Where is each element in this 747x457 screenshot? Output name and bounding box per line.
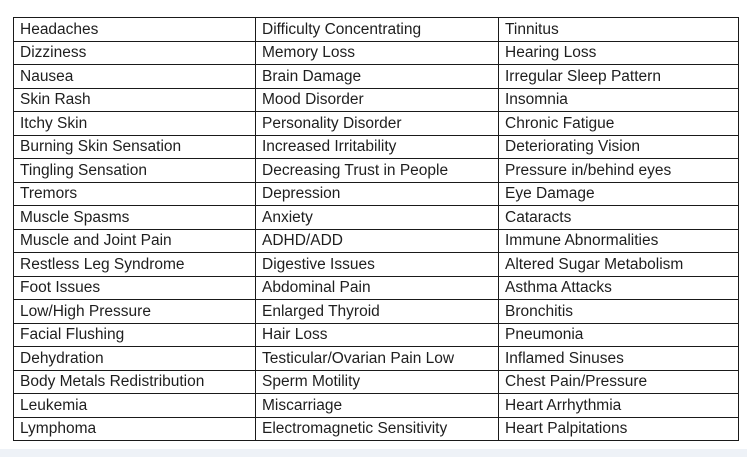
table-cell: Headaches — [14, 18, 256, 42]
table-cell: Altered Sugar Metabolism — [499, 253, 739, 277]
table-cell: Digestive Issues — [256, 253, 499, 277]
table-row — [14, 323, 739, 347]
table-row — [14, 65, 739, 89]
table-cell: Leukemia — [14, 394, 256, 418]
table-cell: Hair Loss — [256, 323, 499, 347]
table-cell: Miscarriage — [256, 394, 499, 418]
table-row — [14, 206, 739, 230]
table-cell: Decreasing Trust in People — [256, 159, 499, 183]
bottom-edge-band — [0, 449, 747, 457]
table-row — [14, 112, 739, 136]
symptoms-table-container — [13, 17, 739, 441]
table-cell: Hearing Loss — [499, 41, 739, 65]
table-cell: Sperm Motility — [256, 370, 499, 394]
table-cell: Lymphoma — [14, 417, 256, 441]
table-cell: Mood Disorder — [256, 88, 499, 112]
table-cell: Pneumonia — [499, 323, 739, 347]
table-cell: Electromagnetic Sensitivity — [256, 417, 499, 441]
table-row — [14, 41, 739, 65]
table-row — [14, 347, 739, 371]
table-cell: Low/High Pressure — [14, 300, 256, 324]
table-cell: Tremors — [14, 182, 256, 206]
table-cell: Enlarged Thyroid — [256, 300, 499, 324]
table-row — [14, 370, 739, 394]
table-cell: Muscle Spasms — [14, 206, 256, 230]
table-cell: Facial Flushing — [14, 323, 256, 347]
table-cell: Insomnia — [499, 88, 739, 112]
table-cell: Itchy Skin — [14, 112, 256, 136]
table-row — [14, 394, 739, 418]
table-cell: Bronchitis — [499, 300, 739, 324]
table-cell: Body Metals Redistribution — [14, 370, 256, 394]
table-row — [14, 300, 739, 324]
table-row — [14, 135, 739, 159]
table-cell: Deteriorating Vision — [499, 135, 739, 159]
table-cell: Memory Loss — [256, 41, 499, 65]
table-cell: ADHD/ADD — [256, 229, 499, 253]
table-cell: Foot Issues — [14, 276, 256, 300]
table-cell: Inflamed Sinuses — [499, 347, 739, 371]
table-cell: Dizziness — [14, 41, 256, 65]
table-cell: Testicular/Ovarian Pain Low — [256, 347, 499, 371]
table-cell: Brain Damage — [256, 65, 499, 89]
table-cell: Restless Leg Syndrome — [14, 253, 256, 277]
table-row — [14, 159, 739, 183]
table-cell: Abdominal Pain — [256, 276, 499, 300]
table-cell: Heart Palpitations — [499, 417, 739, 441]
table-cell: Immune Abnormalities — [499, 229, 739, 253]
table-cell: Nausea — [14, 65, 256, 89]
table-cell: Difficulty Concentrating — [256, 18, 499, 42]
table-cell: Anxiety — [256, 206, 499, 230]
table-cell: Pressure in/behind eyes — [499, 159, 739, 183]
table-cell: Tingling Sensation — [14, 159, 256, 183]
table-cell: Tinnitus — [499, 18, 739, 42]
table-cell: Cataracts — [499, 206, 739, 230]
table-cell: Asthma Attacks — [499, 276, 739, 300]
table-cell: Irregular Sleep Pattern — [499, 65, 739, 89]
table-row — [14, 417, 739, 441]
table-cell: Dehydration — [14, 347, 256, 371]
table-cell: Burning Skin Sensation — [14, 135, 256, 159]
table-cell: Depression — [256, 182, 499, 206]
table-cell: Personality Disorder — [256, 112, 499, 136]
table-row — [14, 18, 739, 42]
table-row — [14, 229, 739, 253]
table-cell: Muscle and Joint Pain — [14, 229, 256, 253]
symptoms-table-body — [14, 18, 739, 441]
table-row — [14, 253, 739, 277]
table-cell: Skin Rash — [14, 88, 256, 112]
symptoms-table — [13, 17, 739, 441]
table-cell: Eye Damage — [499, 182, 739, 206]
table-cell: Chest Pain/Pressure — [499, 370, 739, 394]
table-cell: Chronic Fatigue — [499, 112, 739, 136]
table-row — [14, 88, 739, 112]
table-row — [14, 182, 739, 206]
table-cell: Heart Arrhythmia — [499, 394, 739, 418]
table-cell: Increased Irritability — [256, 135, 499, 159]
table-row — [14, 276, 739, 300]
